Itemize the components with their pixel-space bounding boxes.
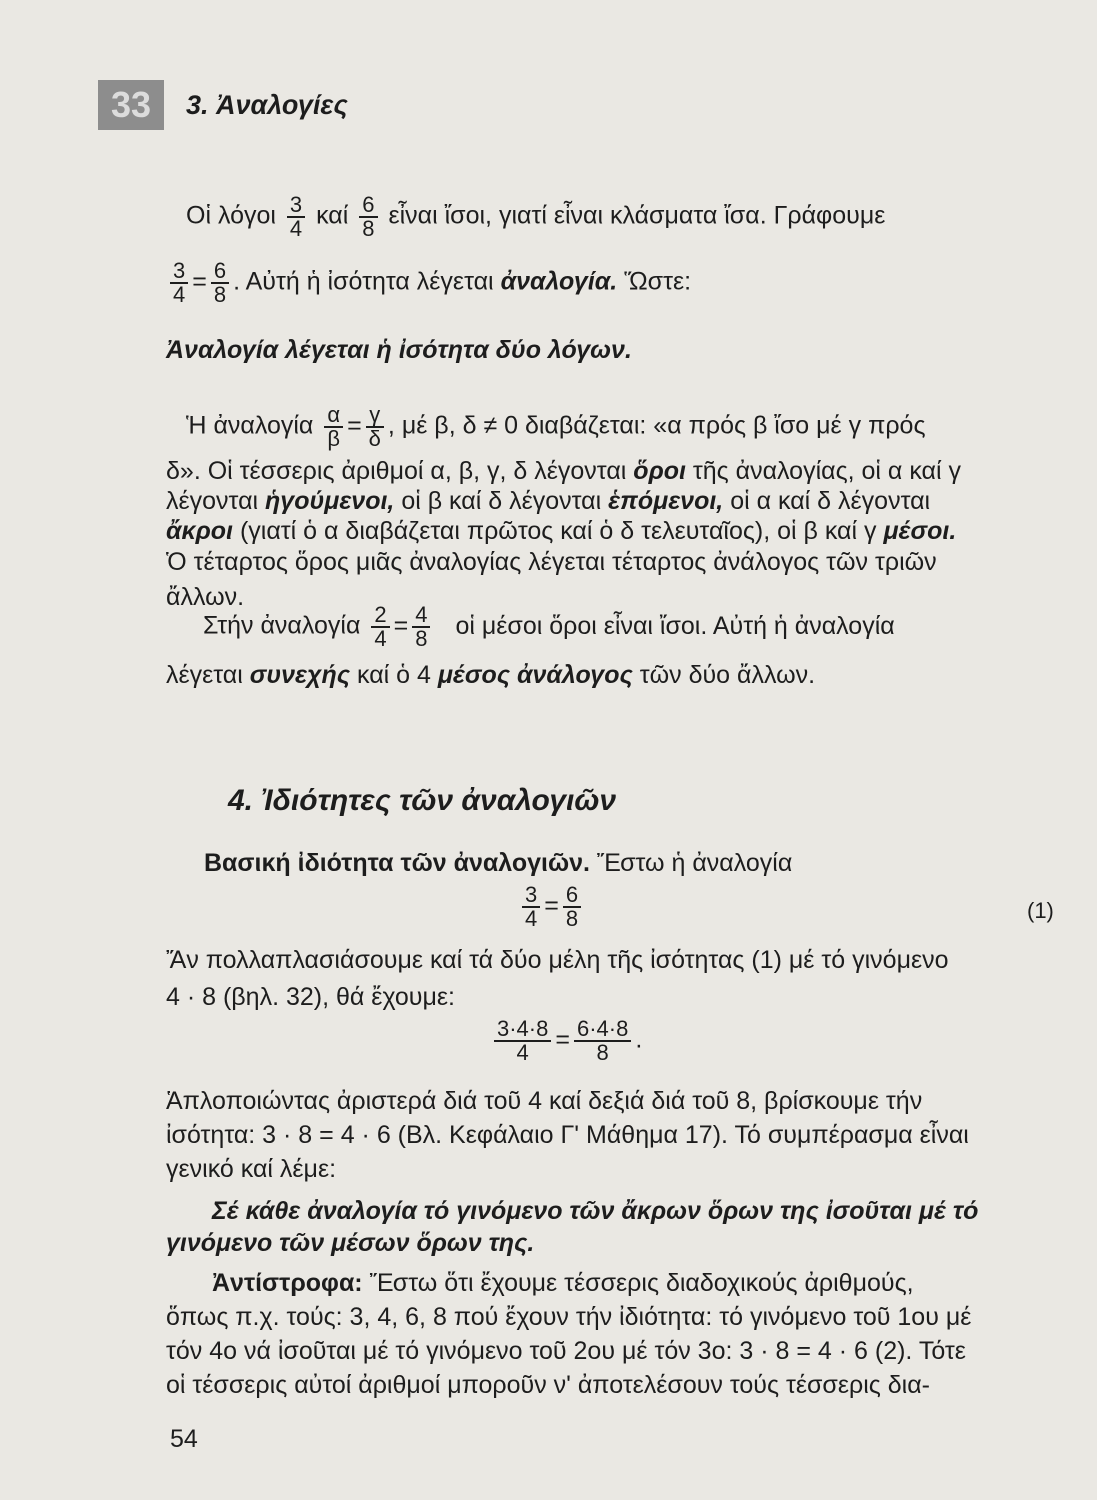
text-line: λέγεται συνεχής καί ὁ 4 μέσος ἀνάλογος τῶν δύο ἄλλων. (166, 661, 816, 689)
text-line: δ». Οἱ τέσσερις ἀριθμοί α, β, γ, δ λέγονται ὅροι τῆς ἀναλογίας, οἱ α καί γ (166, 457, 961, 485)
section3-title: 3. Ἀναλογίες (186, 90, 348, 120)
text-line: Ἄν πολλαπλασιάσουμε καί τά δύο μέλη τῆς ἰσότητας (1) μέ τό γινόμενο (166, 946, 949, 974)
definition-proportion: Ἀναλογία λέγεται ἡ ἰσότητα δύο λόγων. (166, 336, 632, 364)
text-line: ἄλλων. (166, 583, 245, 611)
equation-label: (1) (1027, 898, 1054, 923)
text-line: οἱ τέσσερις αὐτοί ἀριθμοί μποροῦν ν' ἀποτελέσουν τούς τέσσερις δια- (166, 1371, 931, 1399)
section-badge: 33 (98, 80, 164, 130)
para-continuous-proportion: Στήν ἀναλογία $\frac{2}{4}$ = $\frac{4}{8}$ οἱ μέσοι ὅροι εἶναι ἴσοι. Αὐτή ἡ ἀναλογία (203, 602, 895, 651)
para-proportion-reading: Ἡ ἀναλογία $\frac{\alpha}{\beta}$ = $\frac{\gamma}{\delta}$ , μέ β, δ ≠ 0 διαβάζεται: «α πρός β ἴσο μέ γ πρός (186, 402, 926, 451)
text-line: ἰσότητα: 3 · 8 = 4 · 6 (Βλ. Κεφάλαιο Γ' Μάθημα 17). Τό συμπέρασμα εἶναι (166, 1121, 969, 1149)
rule-statement: γινόμενο τῶν μέσων ὅρων της. (166, 1229, 535, 1257)
section4-title: 4. Ἰδιότητες τῶν ἀναλογιῶν (228, 784, 617, 817)
page-number: 54 (170, 1425, 198, 1453)
text-line: Ἀντίστροφα: Ἔστω ὅτι ἔχουμε τέσσερις διαδοχικούς ἀριθμούς, (212, 1269, 914, 1297)
property-heading-line: Βασική ἰδιότητα τῶν ἀναλογιῶν. Ἔστω ἡ ἀναλογία (204, 849, 793, 877)
equation-2: $\frac{3\cdot 4\cdot 8}{4}$ = $\frac{6\cdot 4\cdot 8}{8}$ . (490, 1018, 642, 1064)
text-line: λέγονται ἡγούμενοι, οἱ β καί δ λέγονται ἑπόμενοι, οἱ α καί δ λέγονται (166, 487, 931, 515)
text-line: Ὁ τέταρτος ὅρος μιᾶς ἀναλογίας λέγεται τέταρτος ἀνάλογος τῶν τριῶν (166, 548, 937, 576)
text-line: γενικό καί λέμε: (166, 1155, 337, 1183)
para-proportion-def: $\frac{3}{4}$ = $\frac{6}{8}$ . Αὐτή ἡ ἰσότητα λέγεται ἀναλογία. Ὥστε: (166, 260, 691, 306)
equation-1: $\frac{3}{4}$ = $\frac{6}{8}$ (518, 884, 585, 930)
fraction-3-4: $\frac{3}{4}$ (287, 194, 305, 240)
text-line: 4 · 8 (βηλ. 32), θά ἔχουμε: (166, 983, 455, 1011)
fraction-6-8: $\frac{6}{8}$ (359, 194, 377, 240)
text-line: Ἁπλοποιώντας ἀριστερά διά τοῦ 4 καί δεξιά διά τοῦ 8, βρίσκουμε τήν (166, 1087, 923, 1115)
rule-statement: Σέ κάθε ἀναλογία τό γινόμενο τῶν ἄκρων ὅρων της ἰσοῦται μέ τό (212, 1197, 979, 1225)
text-line: τόν 4ο νά ἰσοῦται μέ τό γινόμενο τοῦ 2ου μέ τόν 3ο: 3 · 8 = 4 · 6 (2). Τότε (166, 1337, 966, 1365)
text-line: ὅπως π.χ. τούς: 3, 4, 6, 8 πού ἔχουν τήν ἰδιότητα: τό γινόμενο τοῦ 1ου μέ (166, 1303, 972, 1331)
para-ratios-intro: Οἱ λόγοι $\frac{3}{4}$ καί $\frac{6}{8}$ εἶναι ἴσοι, γιατί εἶναι κλάσματα ἴσα. Γράφουμε (186, 192, 886, 241)
text-line: ἄκροι (γιατί ὁ α διαβάζεται πρῶτος καί ὁ δ τελευταῖος), οἱ β καί γ μέσοι. (166, 517, 957, 545)
